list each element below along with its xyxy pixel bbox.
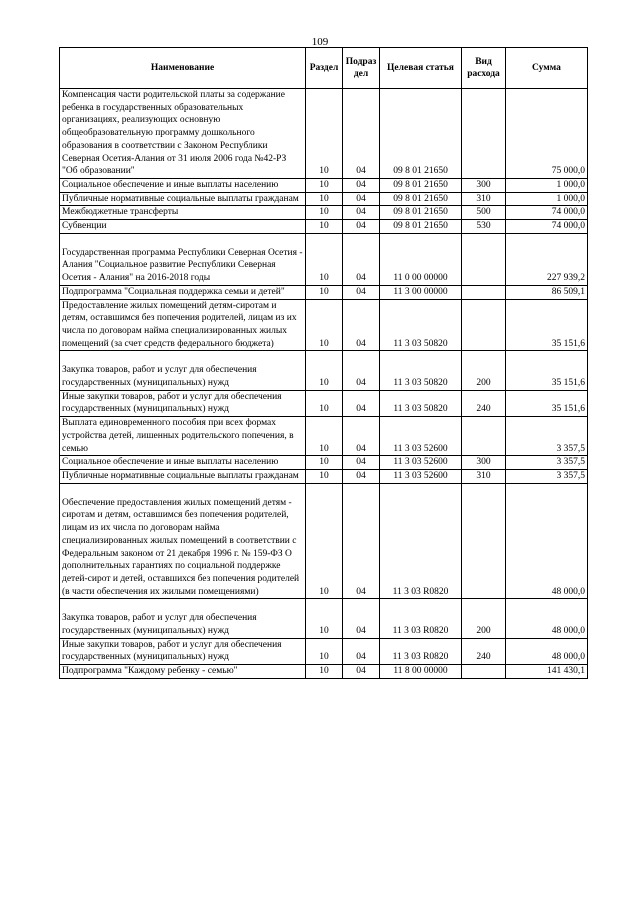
row-name: Предоставление жилых помещений детям-сиротам и детям, оставшимся без попечения родителей, лицам из их числа по договорам найма специализированных жилых помещений (за счет средств федерального бюджета) <box>60 299 306 351</box>
row-target: 09 8 01 21650 <box>380 192 462 206</box>
table-row <box>60 178 588 192</box>
row-section: 10 <box>306 469 343 483</box>
row-sum: 75 000,0 <box>506 89 588 179</box>
table-row <box>60 417 588 456</box>
row-sum: 35 151,6 <box>506 390 588 416</box>
row-type: 500 <box>462 206 506 220</box>
row-type: 200 <box>462 599 506 638</box>
row-target: 11 3 03 50820 <box>380 299 462 351</box>
row-sum: 1 000,0 <box>506 178 588 192</box>
row-type: 310 <box>462 469 506 483</box>
table-row <box>60 665 588 679</box>
table-row <box>60 638 588 664</box>
row-subsection: 04 <box>343 206 380 220</box>
row-name: Иные закупки товаров, работ и услуг для обеспечения государственных (муниципальных) нужд <box>60 638 306 664</box>
row-target: 11 3 03 R0820 <box>380 638 462 664</box>
row-type: 240 <box>462 638 506 664</box>
row-subsection: 04 <box>343 285 380 299</box>
row-name: Социальное обеспечение и иные выплаты населению <box>60 178 306 192</box>
header-target: Целевая статья <box>380 48 462 89</box>
row-type <box>462 417 506 456</box>
row-subsection: 04 <box>343 89 380 179</box>
header-sum: Сумма <box>506 48 588 89</box>
row-sum: 227 939,2 <box>506 233 588 285</box>
row-section: 10 <box>306 483 343 599</box>
row-name: Компенсация части родительской платы за содержание ребенка в государственных образовательных организациях, реализующих основную общеобразовательную программу дошкольного образования в соответствии с Законом Республики Северная Осетия-Алания от 31 июля 2006 года №42-РЗ "Об образовании" <box>60 89 306 179</box>
header-row <box>60 48 588 89</box>
budget-table <box>59 47 588 679</box>
row-section: 10 <box>306 417 343 456</box>
row-name: Межбюджетные трансферты <box>60 206 306 220</box>
table-row <box>60 233 588 285</box>
row-subsection: 04 <box>343 351 380 390</box>
row-target: 11 3 03 52600 <box>380 469 462 483</box>
row-subsection: 04 <box>343 469 380 483</box>
row-sum: 3 357,5 <box>506 417 588 456</box>
page-number: 109 <box>311 36 329 48</box>
table-row <box>60 456 588 470</box>
row-section: 10 <box>306 599 343 638</box>
row-sum: 1 000,0 <box>506 192 588 206</box>
row-type <box>462 89 506 179</box>
row-section: 10 <box>306 178 343 192</box>
row-subsection: 04 <box>343 299 380 351</box>
table-row <box>60 469 588 483</box>
row-target: 11 3 03 52600 <box>380 456 462 470</box>
table-row <box>60 206 588 220</box>
row-section: 10 <box>306 638 343 664</box>
table-row <box>60 285 588 299</box>
row-target: 09 8 01 21650 <box>380 220 462 234</box>
row-section: 10 <box>306 233 343 285</box>
row-target: 11 3 03 50820 <box>380 351 462 390</box>
row-type <box>462 299 506 351</box>
row-sum: 74 000,0 <box>506 206 588 220</box>
row-name: Субвенции <box>60 220 306 234</box>
row-name: Подпрограмма "Каждому ребенку - семью" <box>60 665 306 679</box>
row-subsection: 04 <box>343 638 380 664</box>
table-row <box>60 483 588 599</box>
row-section: 10 <box>306 89 343 179</box>
row-subsection: 04 <box>343 483 380 599</box>
row-sum: 3 357,5 <box>506 469 588 483</box>
table-row <box>60 351 588 390</box>
row-subsection: 04 <box>343 665 380 679</box>
row-name: Публичные нормативные социальные выплаты гражданам <box>60 469 306 483</box>
row-target: 11 0 00 00000 <box>380 233 462 285</box>
table-row <box>60 390 588 416</box>
row-target: 11 3 03 R0820 <box>380 483 462 599</box>
row-type: 200 <box>462 351 506 390</box>
row-target: 09 8 01 21650 <box>380 206 462 220</box>
header-type: Вид расхода <box>462 48 506 89</box>
row-subsection: 04 <box>343 178 380 192</box>
row-sum: 35 151,6 <box>506 299 588 351</box>
row-subsection: 04 <box>343 390 380 416</box>
header-name: Наименование <box>60 48 306 89</box>
row-target: 09 8 01 21650 <box>380 89 462 179</box>
row-name: Социальное обеспечение и иные выплаты населению <box>60 456 306 470</box>
row-type <box>462 483 506 599</box>
row-target: 11 3 03 50820 <box>380 390 462 416</box>
table-row <box>60 89 588 179</box>
row-sum: 48 000,0 <box>506 483 588 599</box>
row-type: 310 <box>462 192 506 206</box>
row-subsection: 04 <box>343 220 380 234</box>
row-section: 10 <box>306 665 343 679</box>
row-type <box>462 233 506 285</box>
row-target: 11 8 00 00000 <box>380 665 462 679</box>
row-target: 11 3 03 52600 <box>380 417 462 456</box>
row-name: Подпрограмма "Социальная поддержка семьи и детей" <box>60 285 306 299</box>
row-type: 530 <box>462 220 506 234</box>
row-subsection: 04 <box>343 192 380 206</box>
row-subsection: 04 <box>343 456 380 470</box>
row-name: Выплата единовременного пособия при всех формах устройства детей, лишенных родительского попечения, в семью <box>60 417 306 456</box>
header-section: Раздел <box>306 48 343 89</box>
row-sum: 74 000,0 <box>506 220 588 234</box>
row-subsection: 04 <box>343 417 380 456</box>
header-subsection: Подраз дел <box>343 48 380 89</box>
row-target: 09 8 01 21650 <box>380 178 462 192</box>
row-name: Иные закупки товаров, работ и услуг для обеспечения государственных (муниципальных) нужд <box>60 390 306 416</box>
row-name: Обеспечение предоставления жилых помещений детям - сиротам и детям, оставшимся без попечения родителей, лицам из их числа по договорам найма специализированных жилых помещений в соответствии с Федеральным законом от 21 декабря 1996 г. № 159-ФЗ О дополнительных гарантиях по социальной поддержке детей-сирот и детей, оставшихся без попечения родителей (в части обеспечения их жилыми помещениями) <box>60 483 306 599</box>
row-name: Закупка товаров, работ и услуг для обеспечения государственных (муниципальных) нужд <box>60 351 306 390</box>
table-row <box>60 192 588 206</box>
row-type: 240 <box>462 390 506 416</box>
table-row <box>60 220 588 234</box>
row-sum: 141 430,1 <box>506 665 588 679</box>
row-subsection: 04 <box>343 599 380 638</box>
row-section: 10 <box>306 285 343 299</box>
row-name: Закупка товаров, работ и услуг для обеспечения государственных (муниципальных) нужд <box>60 599 306 638</box>
row-type: 300 <box>462 178 506 192</box>
row-section: 10 <box>306 220 343 234</box>
row-sum: 48 000,0 <box>506 638 588 664</box>
row-section: 10 <box>306 390 343 416</box>
row-section: 10 <box>306 206 343 220</box>
row-section: 10 <box>306 351 343 390</box>
row-sum: 3 357,5 <box>506 456 588 470</box>
row-subsection: 04 <box>343 233 380 285</box>
row-name: Государственная программа Республики Северная Осетия - Алания "Социальное развитие Республики Северная Осетия - Алания" на 2016-2018 годы <box>60 233 306 285</box>
row-sum: 86 509,1 <box>506 285 588 299</box>
row-sum: 35 151,6 <box>506 351 588 390</box>
row-target: 11 3 00 00000 <box>380 285 462 299</box>
table-row <box>60 599 588 638</box>
row-section: 10 <box>306 456 343 470</box>
row-name: Публичные нормативные социальные выплаты гражданам <box>60 192 306 206</box>
row-type <box>462 285 506 299</box>
row-target: 11 3 03 R0820 <box>380 599 462 638</box>
row-section: 10 <box>306 192 343 206</box>
row-type <box>462 665 506 679</box>
row-sum: 48 000,0 <box>506 599 588 638</box>
table-row <box>60 299 588 351</box>
row-section: 10 <box>306 299 343 351</box>
row-type: 300 <box>462 456 506 470</box>
